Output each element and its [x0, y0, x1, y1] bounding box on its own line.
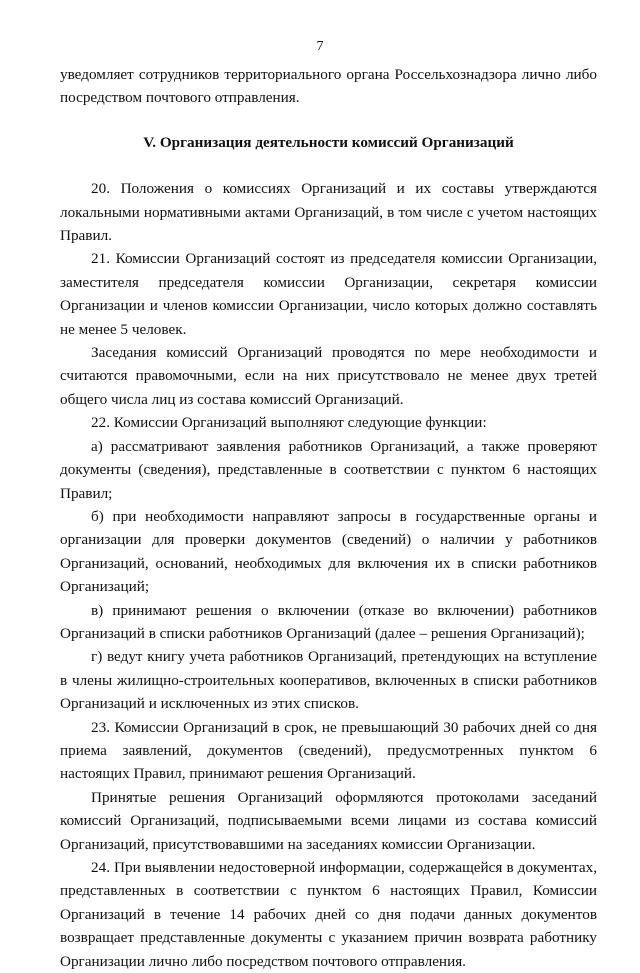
paragraph-20: 20. Положения о комиссиях Организаций и их составы утверждаются локальными нормативными актами Организаций, в том числе с учетом настоящих Правил. [60, 180, 597, 245]
paragraph-22: 22. Комиссии Организаций выполняют следующие функции: [91, 414, 487, 432]
paragraph-23-decisions: Принятые решения Организаций оформляются протоколами заседаний комиссий Организаций, подписываемыми всеми лицами из состава комиссий Организаций, присутствовавшими на заседаниях комиссии Организации. [60, 788, 597, 853]
page-number: 7 [316, 39, 324, 54]
continuation-paragraph: уведомляет сотрудников территориального органа Россельхознадзора лично либо посредством почтового отправления. [60, 66, 597, 107]
paragraph-21-meetings: Заседания комиссий Организаций проводятся по мере необходимости и считаются правомочными, если на них присутствовало не менее двух третей общего числа лиц из состава комиссий Организаций. [60, 344, 597, 408]
paragraph-23: 23. Комиссии Организаций в срок, не превышающий 30 рабочих дней со дня приема заявлений, документов (сведений), предусмотренных пунктом 6 настоящих Правил, принимают решения Организаций. [60, 718, 597, 783]
paragraph-22-b: б) при необходимости направляют запросы в государственные органы и организации для проверки документов (сведений) о наличии у работников Организаций, оснований, необходимых для включения их в списки работников Организаций; [60, 507, 597, 596]
paragraph-22-a: а) рассматривают заявления работников Организаций, а также проверяют документы (сведения), представленные в соответствии с пунктом 6 настоящих Правил; [60, 437, 597, 502]
paragraph-22-c: в) принимают решения о включении (отказе во включении) работников Организаций в списки работников Организаций (далее – решения Организаций); [60, 601, 597, 642]
paragraph-24: 24. При выявлении недостоверной информации, содержащейся в документах, представленных в соответствии с пунктом 6 настоящих Правил, Комиссии Организаций в течение 14 рабочих дней со дня подачи данных документов возвращает представленные документы с указанием причин возврата работнику Организации лично либо посредством почтового отправления. [60, 859, 597, 970]
paragraph-21: 21. Комиссии Организаций состоят из председателя комиссии Организации, заместителя председателя комиссии Организации, секретаря комиссии Организации и членов комиссии Организации, число которых должно составлять не менее 5 человек. [60, 250, 597, 338]
section-heading: V. Организация деятельности комиссий Организаций [143, 133, 514, 151]
document-body [60, 63, 597, 973]
paragraph-22-d: г) ведут книгу учета работников Организаций, претендующих на вступление в члены жилищно-строительных кооперативов, включенных в списки работников Организаций и исключенных из этих списков. [60, 648, 597, 713]
